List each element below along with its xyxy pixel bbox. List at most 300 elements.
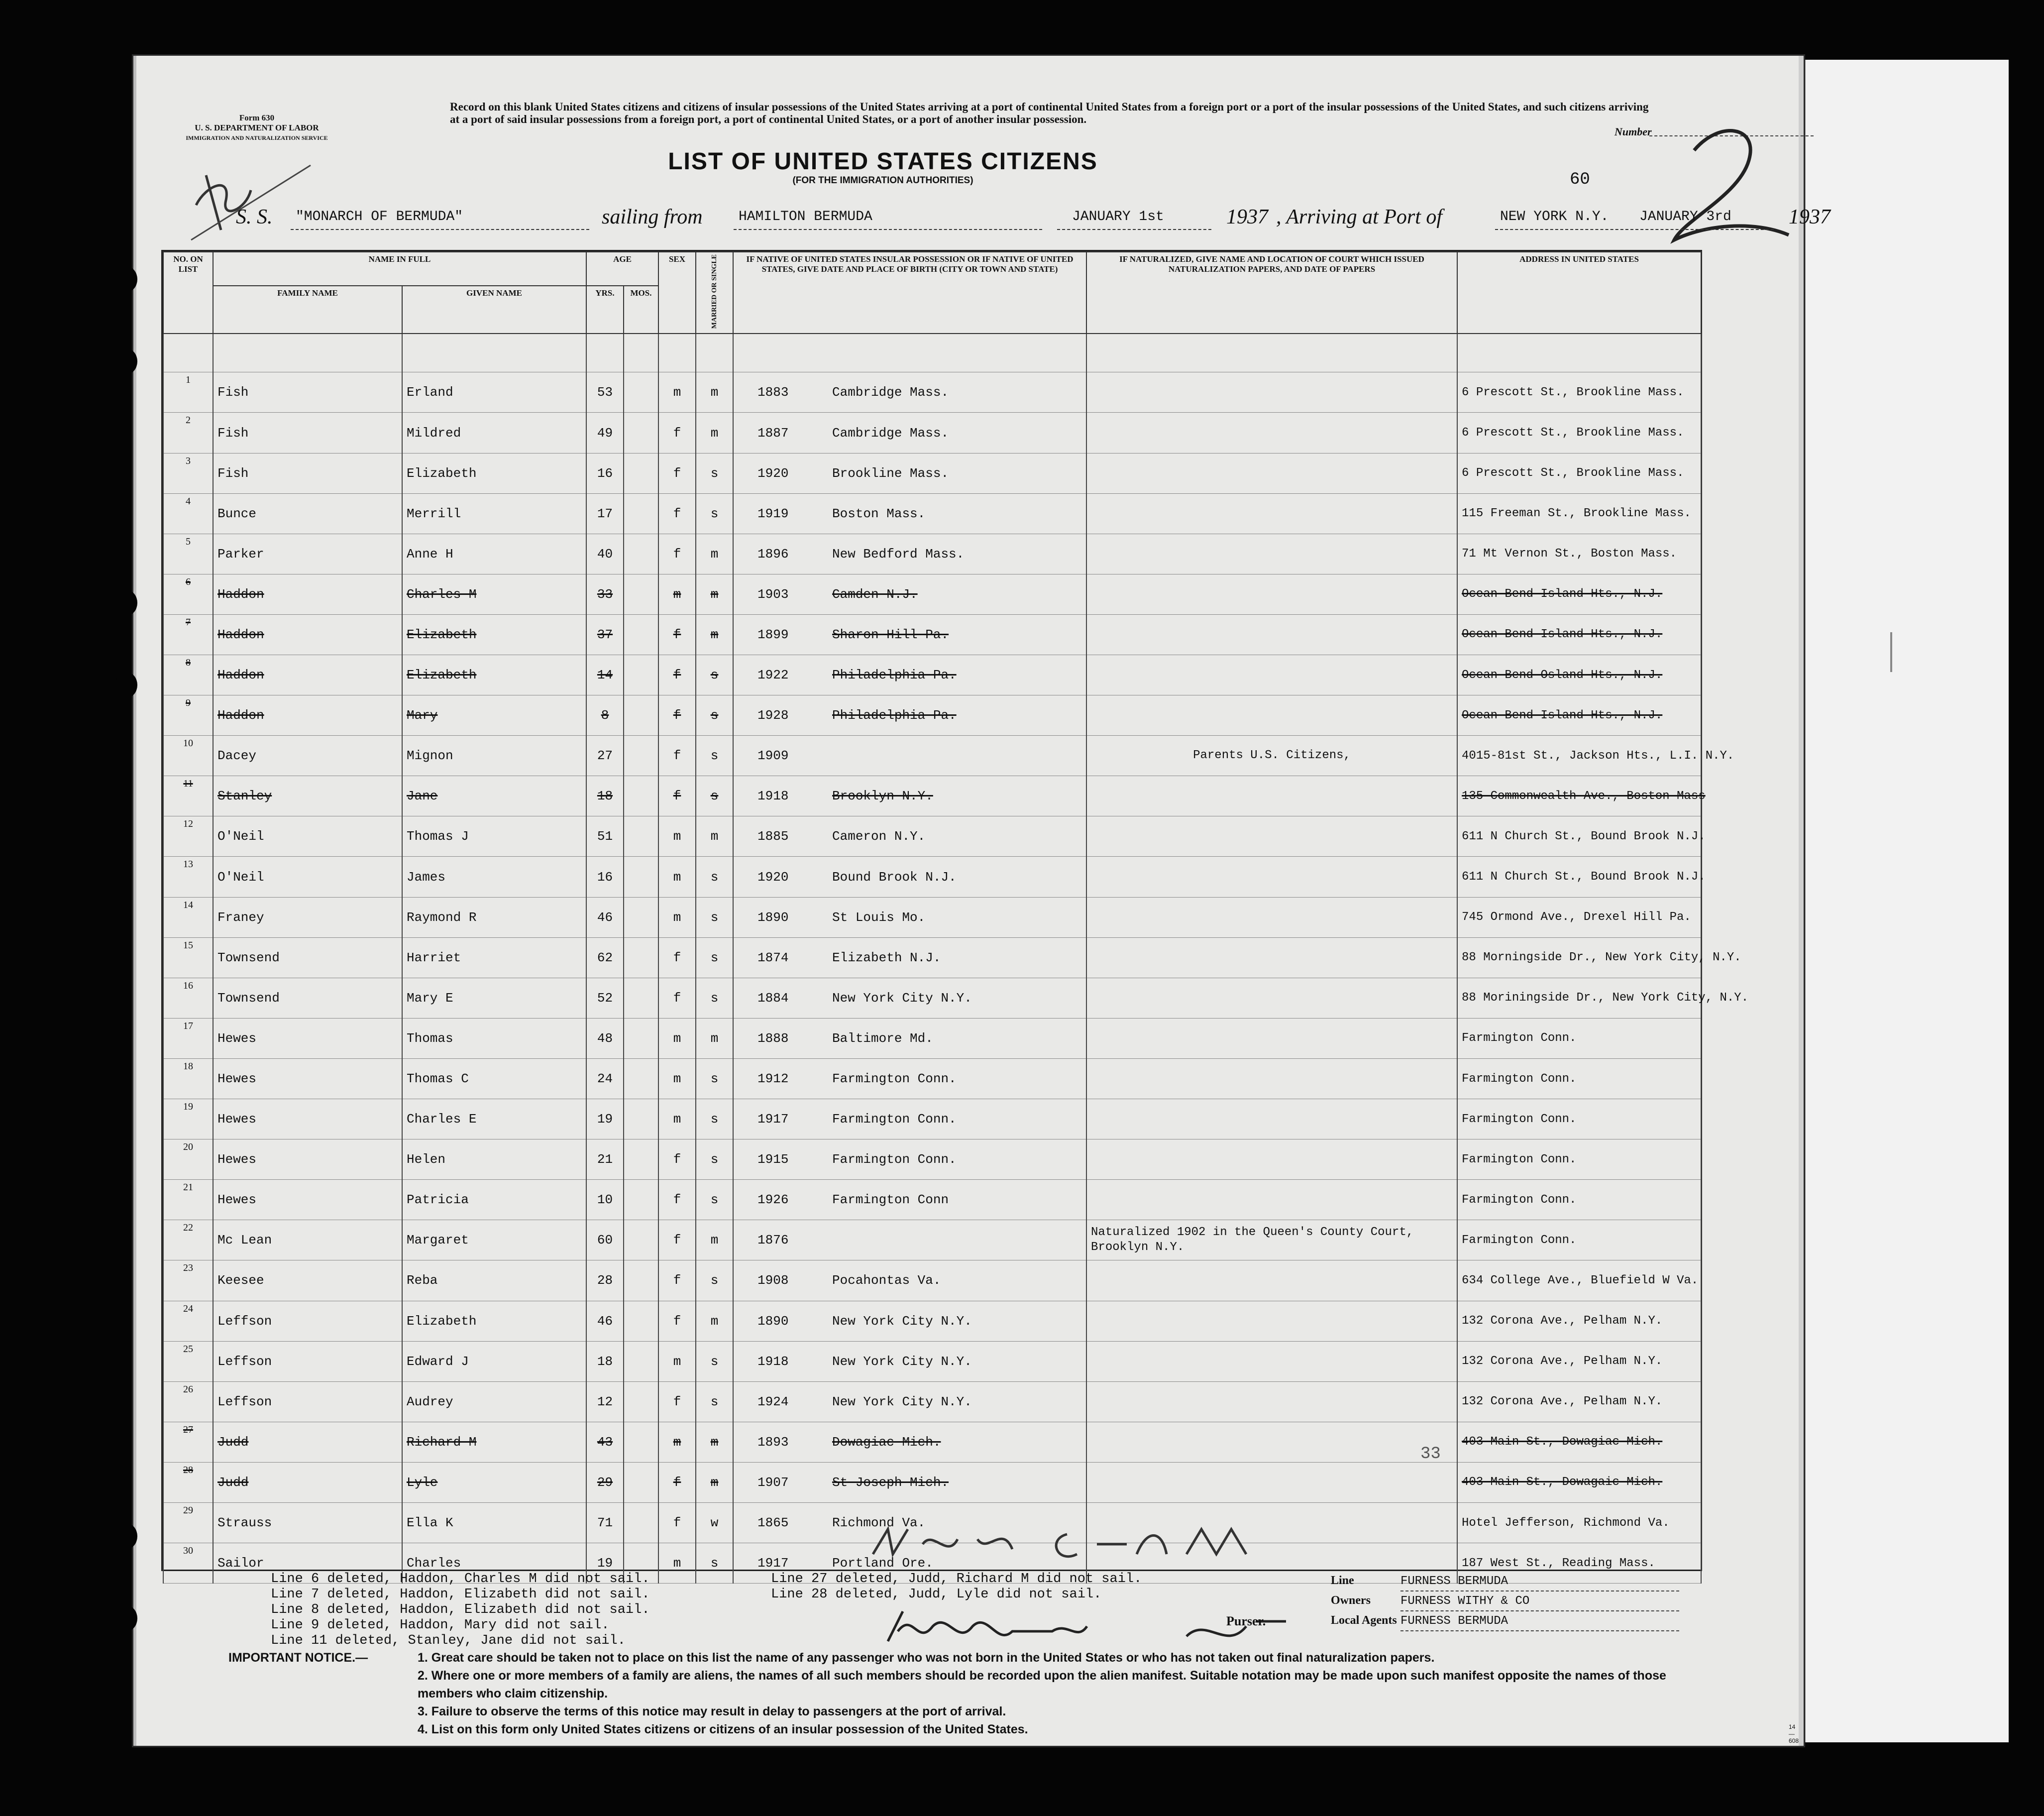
table-row <box>163 574 1701 614</box>
binder-hole <box>115 1605 137 1631</box>
birth-info <box>733 978 1086 1018</box>
row-number: 26 <box>163 1381 213 1422</box>
birth-info <box>733 776 1086 816</box>
birth-place: Brookline Mass. <box>832 465 949 481</box>
birth-info <box>733 493 1086 534</box>
birth-info <box>733 614 1086 655</box>
age-years: 19 <box>586 1543 624 1584</box>
row-number: 12 <box>163 816 213 857</box>
header-yrs: YRS. <box>586 286 624 334</box>
birth-year: 1918 <box>757 789 789 804</box>
marital-status: s <box>696 1099 733 1139</box>
age-years: 24 <box>586 1058 624 1099</box>
local-agents-value: FURNESS BERMUDA <box>1400 1612 1679 1631</box>
birth-info <box>733 1058 1086 1099</box>
birth-place: Cambridge Mass. <box>832 425 949 441</box>
birth-year: 1890 <box>757 1313 789 1329</box>
address: Ocean Bend Island Hts., N.J. <box>1457 614 1701 655</box>
marital-status: m <box>696 413 733 453</box>
naturalization <box>1086 937 1457 978</box>
age-months <box>624 1139 658 1180</box>
age-months <box>624 1018 658 1058</box>
given-name: Margaret <box>402 1220 586 1260</box>
birth-place: Camden N.J. <box>832 586 918 602</box>
given-name: Richard M <box>402 1422 586 1462</box>
given-name: Mignon <box>402 736 586 776</box>
family-name: Mc Lean <box>213 1220 402 1260</box>
sex: f <box>658 1381 696 1422</box>
passenger-table-frame <box>161 250 1749 1571</box>
age-months <box>624 897 658 937</box>
notice-item: 3. Failure to observe the terms of this notice may result in delay to passengers at the port of arrival. <box>418 1704 1006 1718</box>
age-months <box>624 695 658 736</box>
ss-label: S. S. <box>236 206 273 228</box>
family-name: Leffson <box>213 1341 402 1381</box>
table-row <box>163 978 1701 1018</box>
marital-status: s <box>696 897 733 937</box>
table-row <box>163 776 1701 816</box>
marital-status: s <box>696 453 733 493</box>
birth-place: Sharon Hill Pa. <box>832 627 949 642</box>
given-name: Ella K <box>402 1502 586 1543</box>
naturalization <box>1086 857 1457 897</box>
page-subtitle: (FOR THE IMMIGRATION AUTHORITIES) <box>792 175 973 186</box>
address: 71 Mt Vernon St., Boston Mass. <box>1457 534 1701 574</box>
departure-port: HAMILTON BERMUDA <box>739 209 872 225</box>
row-number: 2 <box>163 413 213 453</box>
binder-hole <box>115 266 137 292</box>
age-months <box>624 1341 658 1381</box>
age-months <box>624 736 658 776</box>
birth-year: 1917 <box>757 1556 789 1571</box>
family-name: Fish <box>213 453 402 493</box>
sex: m <box>658 1341 696 1381</box>
marital-status: s <box>696 857 733 897</box>
sex: f <box>658 937 696 978</box>
family-name: Hewes <box>213 1180 402 1220</box>
address: 611 N Church St., Bound Brook N.J. <box>1457 857 1701 897</box>
birth-year: 1920 <box>757 869 789 885</box>
table-row <box>163 937 1701 978</box>
sex: f <box>658 978 696 1018</box>
notice-lead: IMPORTANT NOTICE.— <box>228 1651 368 1665</box>
marital-status: s <box>696 655 733 695</box>
marital-status: s <box>696 1543 733 1584</box>
sex: m <box>658 1099 696 1139</box>
address: 611 N Church St., Bound Brook N.J. <box>1457 816 1701 857</box>
family-name: Townsend <box>213 978 402 1018</box>
birth-year: 1893 <box>757 1434 789 1450</box>
given-name: Mildred <box>402 413 586 453</box>
marital-status: m <box>696 574 733 614</box>
birth-place: St Joseph Mich. <box>832 1475 949 1490</box>
ship-name: "MONARCH OF BERMUDA" <box>296 209 463 225</box>
address: 187 West St., Reading Mass. <box>1457 1543 1701 1584</box>
given-name: Anne H <box>402 534 586 574</box>
notice-list <box>418 1649 1712 1738</box>
naturalization: Parents U.S. Citizens, <box>1086 736 1457 776</box>
given-name: Thomas J <box>402 816 586 857</box>
age-years: 21 <box>586 1139 624 1180</box>
birth-place: Cameron N.Y. <box>832 829 926 844</box>
age-years: 18 <box>586 1341 624 1381</box>
address: 88 Morningside Dr., New York City, N.Y. <box>1457 937 1701 978</box>
naturalization <box>1086 776 1457 816</box>
given-name: Lyle <box>402 1462 586 1502</box>
row-number: 23 <box>163 1260 213 1301</box>
birth-info <box>733 574 1086 614</box>
given-name: Audrey <box>402 1381 586 1422</box>
age-years: 18 <box>586 776 624 816</box>
naturalization <box>1086 614 1457 655</box>
naturalization <box>1086 978 1457 1018</box>
family-name: Haddon <box>213 695 402 736</box>
deletion-notes-left: Line 6 deleted, Haddon, Charles M did not sail. Line 7 deleted, Haddon, Elizabeth did not sail. Line 8 deleted, Haddon, Elizabeth did not sail. Line 9 deleted, Haddon, Mary did not sail. Line 11 deleted, Stanley, Jane did not sail. <box>271 1572 650 1648</box>
table-row <box>163 1502 1701 1543</box>
birth-year: 1917 <box>757 1112 789 1127</box>
naturalization <box>1086 534 1457 574</box>
sex: f <box>658 1301 696 1341</box>
naturalization <box>1086 1422 1457 1462</box>
birth-info <box>733 816 1086 857</box>
sex: m <box>658 897 696 937</box>
birth-info <box>733 736 1086 776</box>
sex: m <box>658 1422 696 1462</box>
row-number: 13 <box>163 857 213 897</box>
table-row <box>163 1301 1701 1341</box>
next-page-edge <box>1802 60 2009 1742</box>
arrival-port: NEW YORK N.Y. <box>1500 209 1609 225</box>
age-years: 37 <box>586 614 624 655</box>
row-number: 16 <box>163 978 213 1018</box>
birth-year: 1888 <box>757 1030 789 1046</box>
given-name: Harriet <box>402 937 586 978</box>
owner-block <box>1331 1572 1679 1631</box>
naturalization <box>1086 695 1457 736</box>
birth-year: 1928 <box>757 708 789 723</box>
owners-value: FURNESS WITHY & CO <box>1400 1592 1679 1611</box>
notice-item: 4. List on this form only United States citizens or citizens of an insular possession of the United States. <box>418 1722 1028 1736</box>
birth-place: New York City N.Y. <box>832 1394 972 1409</box>
age-years: 71 <box>586 1502 624 1543</box>
birth-info <box>733 1301 1086 1341</box>
family-name: O'Neil <box>213 857 402 897</box>
given-name: Elizabeth <box>402 614 586 655</box>
naturalization <box>1086 1180 1457 1220</box>
birth-info <box>733 1502 1086 1543</box>
given-name: James <box>402 857 586 897</box>
table-row <box>163 1260 1701 1301</box>
binder-hole <box>115 1523 137 1549</box>
table-row <box>163 413 1701 453</box>
row-number: 10 <box>163 736 213 776</box>
manifest-page <box>133 56 1830 1746</box>
side-stamp <box>1890 632 1900 672</box>
birth-year: 1915 <box>757 1152 789 1167</box>
table-row <box>163 695 1701 736</box>
handwritten-initials <box>176 145 325 245</box>
birth-info <box>733 1220 1086 1260</box>
table-row <box>163 1018 1701 1058</box>
birth-place: New Bedford Mass. <box>832 546 965 562</box>
naturalization <box>1086 1381 1457 1422</box>
marital-status: s <box>696 736 733 776</box>
age-months <box>624 614 658 655</box>
sex: m <box>658 816 696 857</box>
family-name: Judd <box>213 1422 402 1462</box>
binder-hole <box>115 590 137 616</box>
sex: f <box>658 655 696 695</box>
sex: m <box>658 574 696 614</box>
header-mos: MOS. <box>624 286 658 334</box>
table-row <box>163 1180 1701 1220</box>
birth-place: Baltimore Md. <box>832 1030 933 1046</box>
birth-place: Boston Mass. <box>832 506 926 521</box>
table-row <box>163 816 1701 857</box>
family-name: Haddon <box>213 574 402 614</box>
birth-info <box>733 453 1086 493</box>
family-name: Townsend <box>213 937 402 978</box>
row-number: 30 <box>163 1543 213 1584</box>
given-name: Charles M <box>402 574 586 614</box>
birth-year: 1899 <box>757 627 789 642</box>
birth-info <box>733 1381 1086 1422</box>
birth-year: 1912 <box>757 1071 789 1086</box>
birth-info <box>733 1260 1086 1301</box>
address: Hotel Jefferson, Richmond Va. <box>1457 1502 1701 1543</box>
sex: f <box>658 1139 696 1180</box>
annotation-33: 33 <box>1420 1445 1441 1464</box>
age-years: 8 <box>586 695 624 736</box>
given-name: Mary <box>402 695 586 736</box>
address: 88 Moriningside Dr., New York City, N.Y. <box>1457 978 1701 1018</box>
birth-year: 1896 <box>757 546 789 562</box>
row-number: 15 <box>163 937 213 978</box>
age-years: 19 <box>586 1099 624 1139</box>
marital-status: s <box>696 493 733 534</box>
marital-status: w <box>696 1502 733 1543</box>
birth-year: 1907 <box>757 1475 789 1490</box>
header-naturalized: IF NATURALIZED, GIVE NAME AND LOCATION OF COURT WHICH ISSUED NATURALIZATION PAPERS, AND DATE OF PAPERS <box>1086 252 1457 334</box>
sex: f <box>658 534 696 574</box>
sex: f <box>658 1462 696 1502</box>
marital-status: m <box>696 1462 733 1502</box>
age-months <box>624 574 658 614</box>
birth-place: Pocahontas Va. <box>832 1273 941 1288</box>
birth-place: Philadelphia Pa. <box>832 708 957 723</box>
birth-year: 1883 <box>757 385 789 400</box>
birth-info <box>733 695 1086 736</box>
naturalization <box>1086 1018 1457 1058</box>
address: 115 Freeman St., Brookline Mass. <box>1457 493 1701 534</box>
birth-year: 1909 <box>757 748 789 764</box>
age-years: 49 <box>586 413 624 453</box>
birth-place: Farmington Conn. <box>832 1152 957 1167</box>
naturalization <box>1086 655 1457 695</box>
given-name: Elizabeth <box>402 1301 586 1341</box>
local-agents-label: Local Agents <box>1331 1614 1397 1627</box>
birth-info <box>733 897 1086 937</box>
naturalization <box>1086 1462 1457 1502</box>
birth-info <box>733 413 1086 453</box>
age-years: 17 <box>586 493 624 534</box>
family-name: Judd <box>213 1462 402 1502</box>
header-no: NO. ON LIST <box>163 252 213 334</box>
family-name: Keesee <box>213 1260 402 1301</box>
table-row <box>163 1422 1701 1462</box>
marital-status: s <box>696 1058 733 1099</box>
marital-status: s <box>696 1341 733 1381</box>
row-number: 4 <box>163 493 213 534</box>
family-name: Bunce <box>213 493 402 534</box>
header-birth: IF NATIVE OF UNITED STATES INSULAR POSSESSION OR IF NATIVE OF UNITED STATES, GIVE DATE AND PLACE OF BIRTH (CITY OR TOWN AND STATE) <box>733 252 1086 334</box>
birth-info <box>733 534 1086 574</box>
birth-year: 1887 <box>757 425 789 441</box>
birth-info <box>733 372 1086 413</box>
table-row <box>163 857 1701 897</box>
given-name: Elizabeth <box>402 453 586 493</box>
birth-place: Brooklyn N.Y. <box>832 789 933 804</box>
age-months <box>624 1099 658 1139</box>
marital-status: s <box>696 1180 733 1220</box>
address: 634 College Ave., Bluefield W Va. <box>1457 1260 1701 1301</box>
family-name: Haddon <box>213 655 402 695</box>
marital-status: s <box>696 978 733 1018</box>
annotation-60: 60 <box>1570 170 1590 189</box>
age-months <box>624 937 658 978</box>
sex: f <box>658 776 696 816</box>
age-years: 46 <box>586 1301 624 1341</box>
naturalization <box>1086 574 1457 614</box>
number-label: Number <box>1614 125 1652 138</box>
age-years: 14 <box>586 655 624 695</box>
address: 4015-81st St., Jackson Hts., L.I. N.Y. <box>1457 736 1701 776</box>
birth-info <box>733 1018 1086 1058</box>
row-number: 21 <box>163 1180 213 1220</box>
age-months <box>624 857 658 897</box>
table-row <box>163 1220 1701 1260</box>
given-name: Mary E <box>402 978 586 1018</box>
family-name: Hewes <box>213 1139 402 1180</box>
departure-date: JANUARY 1st <box>1072 209 1164 225</box>
age-years: 10 <box>586 1180 624 1220</box>
header-family-name: FAMILY NAME <box>213 286 402 334</box>
deletion-notes-right: Line 27 deleted, Judd, Richard M did not sail. Line 28 deleted, Judd, Lyle did not sail. <box>771 1572 1142 1602</box>
address: 132 Corona Ave., Pelham N.Y. <box>1457 1301 1701 1341</box>
naturalization <box>1086 413 1457 453</box>
birth-info <box>733 1462 1086 1502</box>
naturalization <box>1086 1260 1457 1301</box>
table-row <box>163 736 1701 776</box>
birth-place: Cambridge Mass. <box>832 385 949 400</box>
birth-place: New York City N.Y. <box>832 1354 972 1369</box>
naturalization: Naturalized 1902 in the Queen's County Court, Brooklyn N.Y. <box>1086 1220 1457 1260</box>
naturalization <box>1086 493 1457 534</box>
family-name: Franey <box>213 897 402 937</box>
birth-info <box>733 1422 1086 1462</box>
marital-status: s <box>696 937 733 978</box>
row-number: 17 <box>163 1018 213 1058</box>
row-number: 22 <box>163 1220 213 1260</box>
sex: f <box>658 695 696 736</box>
age-months <box>624 1220 658 1260</box>
address: 6 Prescott St., Brookline Mass. <box>1457 413 1701 453</box>
birth-year: 1884 <box>757 990 789 1006</box>
age-years: 29 <box>586 1462 624 1502</box>
birth-place: New York City N.Y. <box>832 990 972 1006</box>
birth-place: St Louis Mo. <box>832 909 926 925</box>
given-name: Charles E <box>402 1099 586 1139</box>
row-number: 18 <box>163 1058 213 1099</box>
age-years: 53 <box>586 372 624 413</box>
header-address: ADDRESS IN UNITED STATES <box>1457 252 1701 334</box>
age-months <box>624 1462 658 1502</box>
row-number: 6 <box>163 574 213 614</box>
row-number: 27 <box>163 1422 213 1462</box>
sex: f <box>658 413 696 453</box>
sex: f <box>658 736 696 776</box>
form-identifier: Form 630 U. S. DEPARTMENT OF LABOR IMMIGRATION AND NATURALIZATION SERVICE <box>186 113 328 141</box>
age-years: 16 <box>586 857 624 897</box>
marital-status: m <box>696 816 733 857</box>
birth-info <box>733 1341 1086 1381</box>
birth-year: 1920 <box>757 465 789 481</box>
sex: m <box>658 372 696 413</box>
family-name: Stanley <box>213 776 402 816</box>
age-years: 51 <box>586 816 624 857</box>
given-name: Merrill <box>402 493 586 534</box>
address: Farmington Conn. <box>1457 1018 1701 1058</box>
family-name: O'Neil <box>213 816 402 857</box>
given-name: Charles <box>402 1543 586 1584</box>
sex: f <box>658 614 696 655</box>
age-months <box>624 534 658 574</box>
birth-place: New York City N.Y. <box>832 1313 972 1329</box>
print-code: 14—608 <box>1789 1723 1799 1744</box>
age-months <box>624 1058 658 1099</box>
voyage-line <box>236 205 1830 230</box>
address: 403 Main St., Dowagaic Mich. <box>1457 1462 1701 1502</box>
header-married-single: MARRIED OR SINGLE <box>696 252 733 334</box>
birth-info <box>733 937 1086 978</box>
marital-status: m <box>696 1422 733 1462</box>
family-name: Parker <box>213 534 402 574</box>
sex: m <box>658 1543 696 1584</box>
age-years: 52 <box>586 978 624 1018</box>
age-months <box>624 453 658 493</box>
age-years: 62 <box>586 937 624 978</box>
birth-year: 1903 <box>757 586 789 602</box>
notice-item: 2. Where one or more members of a family are aliens, the names of all such members should be recorded upon the alien manifest. Suitable notation may be made upon such manifest opposite the names of those members who claim citizenship. <box>418 1669 1666 1701</box>
birth-year: 1876 <box>757 1233 789 1248</box>
sex: f <box>658 453 696 493</box>
birth-place: Philadelphia Pa. <box>832 668 957 683</box>
row-number: 29 <box>163 1502 213 1543</box>
given-name: Helen <box>402 1139 586 1180</box>
naturalization <box>1086 1341 1457 1381</box>
birth-year: 1918 <box>757 1354 789 1369</box>
birth-year: 1865 <box>757 1515 789 1531</box>
age-months <box>624 655 658 695</box>
marital-status: s <box>696 1381 733 1422</box>
manifest-footer <box>161 1572 1699 1746</box>
birth-year: 1926 <box>757 1192 789 1208</box>
address: 6 Prescott St., Brookline Mass. <box>1457 453 1701 493</box>
passenger-table <box>163 251 1749 1584</box>
age-years: 46 <box>586 897 624 937</box>
row-number: 8 <box>163 655 213 695</box>
birth-info <box>733 857 1086 897</box>
